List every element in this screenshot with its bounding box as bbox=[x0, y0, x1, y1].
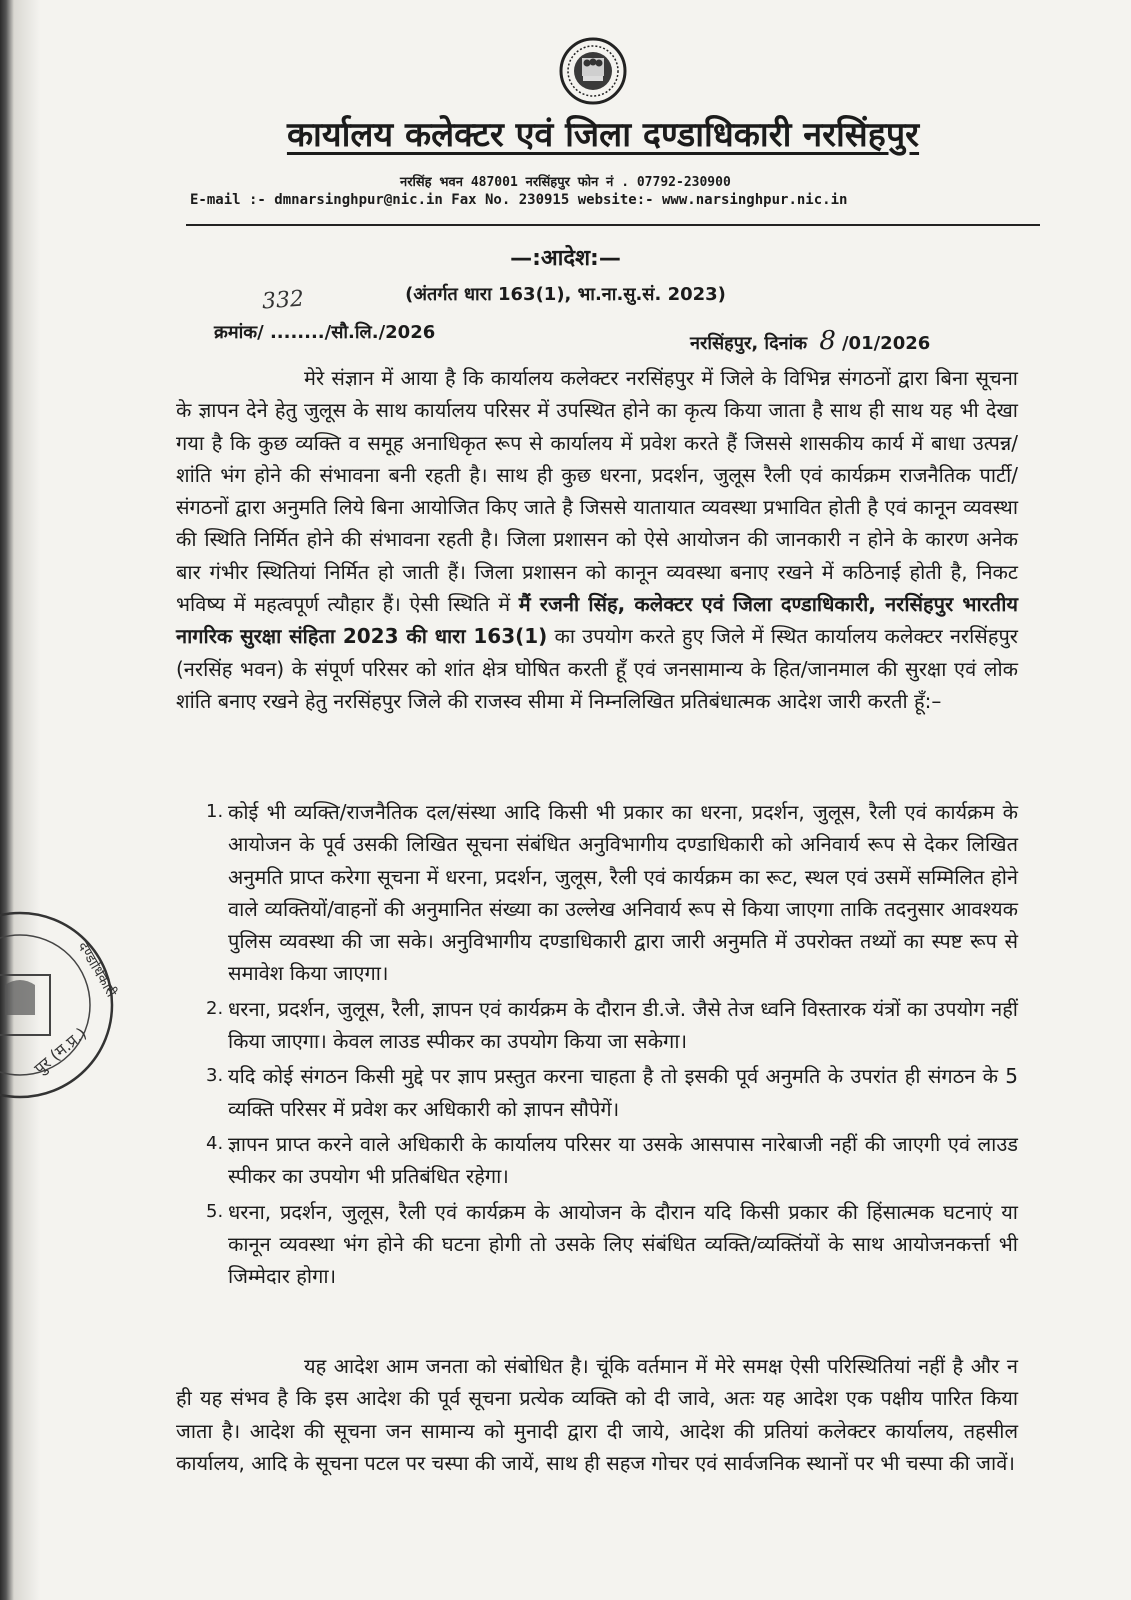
list-item bbox=[176, 1196, 1018, 1293]
place-date bbox=[690, 326, 930, 356]
item-text: धरना, प्रदर्शन, जुलूस, रैली, ज्ञापन एवं कार्यक्रम के दौरान डी.जे. जैसे तेज ध्वनि विस्तारक यंत्रों का उपयोग नहीं किया जाएगा। केवल लाउड स्पीकर का उपयोग किया जा सकेगा। bbox=[228, 996, 1018, 1054]
item-number: 3. bbox=[206, 1065, 224, 1087]
para1-text-a: मेरे संज्ञान में आया है कि कार्यालय कलेक्टर नरसिंहपुर में जिले के विभिन्न संगठनों द्वारा बिना सूचना के ज्ञापन देने हेतु जुलूस के साथ कार्यालय परिसर में उपस्थित होने का कृत्य किया जाता है साथ ही साथ यह भी देखा गया है कि कुछ व्यक्ति व समूह अनाधिकृत रूप से कार्यालय में प्रवेश करते हैं जिससे शासकीय कार्य में बाधा उत्पन्न/शांति भंग होने की संभावना बनी रहती है। साथ ही कुछ धरना, प्रदर्शन, जुलूस रैली एवं कार्यक्रम राजनैतिक पार्टी/संगठनों द्वारा अनुमति लिये बिना आयोजित किए जाते है जिससे यातायात व्यवस्था प्रभावित होती है एवं कानून व्यवस्था की स्थिति निर्मित होने की संभावना रहती है। जिला प्रशासन को ऐसे आयोजन की जानकारी न होने के कारण अनेक बार गंभीर स्थितियां निर्मित हो जाती हैं। जिला प्रशासन को कानून व्यवस्था बनाए रखने में कठिनाई होती है, निकट भविष्य में महत्वपूर्ण त्यौहार हैं। ऐसी स्थिति में bbox=[176, 366, 1018, 617]
address-line: नरसिंह भवन 487001 नरसिंहपुर फोन नं . 07792-230900 bbox=[400, 175, 731, 190]
para1-text-b: का उपयोग करते हुए जिले में स्थित कार्यालय कलेक्टर नरसिंहपुर (नरसिंह भवन) के संपूर्ण परिसर को शांत क्षेत्र घोषित करती हूँ एवं जनसामान्य के हित/जानमाल की सुरक्षा एवं लोक शांति बनाए रखने हेतु नरसिंहपुर जिले की राजस्व सीमा में निम्नलिखित प्रतिबंधात्मक आदेश जारी करती हूँ:– bbox=[176, 624, 1018, 713]
place-date-prefix: नरसिंहपुर, दिनांक bbox=[690, 333, 808, 354]
contact-line: E-mail :- dmnarsinghpur@nic.in Fax No. 230915 website:- www.narsinghpur.nic.in bbox=[190, 192, 848, 208]
date-suffix: /01/2026 bbox=[841, 333, 931, 354]
handwritten-order-number: 332 bbox=[261, 286, 305, 315]
state-emblem-icon bbox=[558, 36, 628, 106]
ref-suffix: /सौ.लि./2026 bbox=[324, 322, 436, 343]
para1-bold-authority: मैं रजनी सिंह, कलेक्टर एवं जिला दण्डाधिकारी, नरसिंहपुर भारतीय नागरिक सुरक्षा संहिता 2023 की धारा 163(1) bbox=[176, 592, 1018, 649]
list-item bbox=[176, 796, 1018, 990]
item-text: यदि कोई संगठन किसी मुद्दे पर ज्ञाप प्रस्तुत करना चाहता है तो इसकी पूर्व अनुमति के उपरांत ही संगठन के 5 व्यक्ति परिसर में प्रवेश कर अधिकारी को ज्ञापन सौपेगें। bbox=[228, 1064, 1018, 1121]
office-seal-stamp bbox=[0, 905, 120, 1105]
legal-section-reference: (अंतर्गत धारा 163(1), भा.ना.सु.सं. 2023) bbox=[405, 284, 726, 305]
list-item bbox=[176, 1060, 1018, 1125]
item-number: 5. bbox=[206, 1200, 224, 1222]
item-text: कोई भी व्यक्ति/राजनैतिक दल/संस्था आदि किसी भी प्रकार का धरना, प्रदर्शन, जुलूस, रैली एवं कार्यक्रम के आयोजन के पूर्व उसकी लिखित सूचना संबंधित अनुविभागीय दण्डाधिकारी को अनिवार्य रूप से देकर लिखित अनुमति प्राप्त करेगा सूचना में धरना, प्रदर्शन, जुलूस, रैली एवं कार्यक्रम का रूट, स्थल एवं उसमें सम्मिलित होने वाले व्यक्तियों/वाहनों की अनुमानित संख्या का उल्लेख अनिवार्य रूप से किया जाएगा ताकि तदनुसार आवश्यक पुलिस व्यवस्था की जा सके। अनुविभागीय दण्डाधिकारी द्वारा जारी अनुमति में उपरोक्त तथ्यों का स्पष्ट रूप से समावेश किया जाएगा। bbox=[228, 800, 1018, 986]
item-text: ज्ञापन प्राप्त करने वाले अधिकारी के कार्यालय परिसर या उसके आसपास नारेबाजी नहीं की जाएगी एवं लाउड स्पीकर का उपयोग भी प्रतिबंधित रहेगा। bbox=[228, 1131, 1018, 1189]
restriction-list bbox=[176, 796, 1018, 1295]
body-paragraph-2: यह आदेश आम जनता को संबोधित है। चूंकि वर्तमान में मेरे समक्ष ऐसी परिस्थितियां नहीं है और न ही यह संभव है कि इस आदेश की पूर्व सूचना प्रत्येक व्यक्ति को दी जावे, अतः यह आदेश एक पक्षीय पारित किया जाता है। आदेश की सूचना जन सामान्य को मुनादी द्वारा दी जाये, आदेश की प्रतियां कलेक्टर कार्यालय, तहसील कार्यालय, आदि के सूचना पटल पर चस्पा की जायें, साथ ही सहज गोचर एवं सार्वजनिक स्थानों पर भी चस्पा की जावें। bbox=[176, 1354, 1018, 1475]
list-item bbox=[176, 1128, 1018, 1193]
scan-edge-shadow bbox=[0, 0, 40, 1600]
ref-prefix: क्रमांक/ bbox=[214, 322, 264, 343]
item-number: 2. bbox=[206, 997, 224, 1019]
office-title: कार्यालय कलेक्टर एवं जिला दण्डाधिकारी नरसिंहपुर bbox=[286, 115, 920, 155]
svg-text:दण्डाधिकारी: दण्डाधिकारी bbox=[74, 939, 119, 1000]
handwritten-day: 8 bbox=[819, 326, 836, 356]
svg-text:पुर (म.प्र.): पुर (म.प्र.) bbox=[30, 1023, 91, 1079]
list-item bbox=[176, 993, 1018, 1058]
item-number: 4. bbox=[206, 1132, 224, 1154]
reference-number bbox=[214, 320, 435, 344]
body-paragraph-1 bbox=[176, 362, 1018, 717]
ref-blank: ........ bbox=[269, 322, 325, 343]
header-divider bbox=[186, 224, 1040, 226]
item-number: 1. bbox=[206, 801, 224, 822]
item-text: धरना, प्रदर्शन, जुलूस, रैली एवं कार्यक्रम के आयोजन के दौरान यदि किसी प्रकार की हिंसात्मक घटनाएं या कानून व्यवस्था भंग होने की घटना होगी तो उसके लिए संबंधित व्यक्ति/व्यक्तिंयों के साथ आयोजनकर्त्ता भी जिम्मेदार होगा। bbox=[228, 1199, 1018, 1289]
order-heading: —:आदेश:— bbox=[510, 246, 621, 271]
